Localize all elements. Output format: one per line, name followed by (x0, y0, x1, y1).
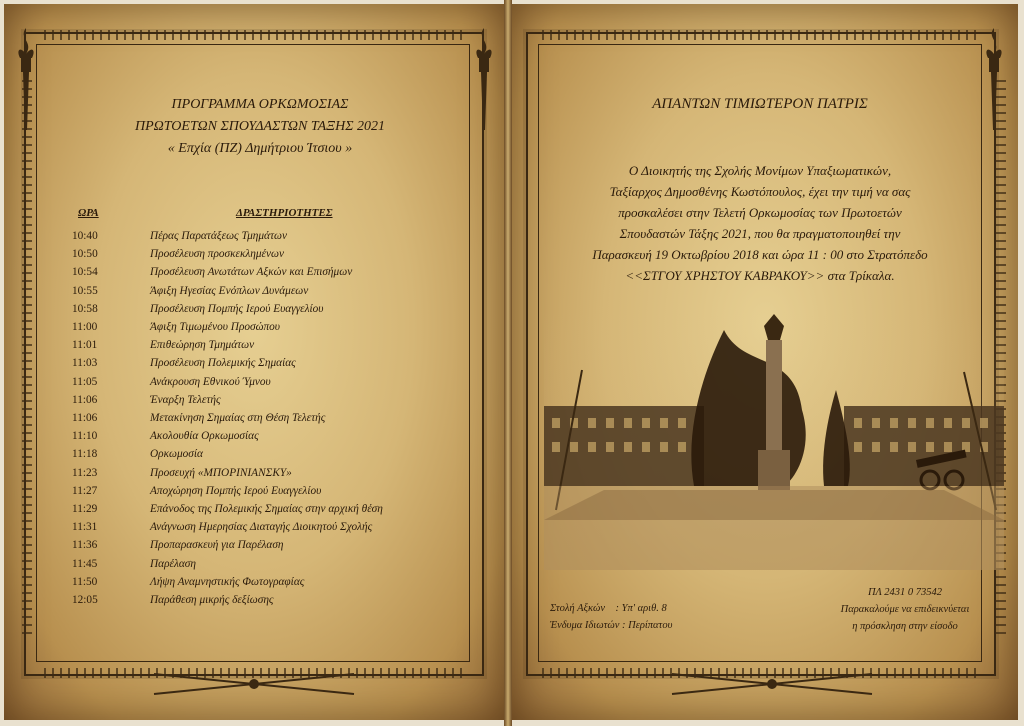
schedule-row (72, 263, 452, 281)
schedule-row (72, 336, 452, 354)
program-title-line2: ΠΡΩΤΟΕΤΩΝ ΣΠΟΥΔΑΣΤΩΝ ΤΑΞΗΣ 2021 (134, 119, 386, 134)
invite-line: Ταξίαρχος Δημοσθένης Κωστόπουλος, έχει την τιμή να σας (609, 184, 911, 199)
schedule-row (72, 373, 452, 391)
dress-label: Στολή Αξκών (550, 603, 606, 614)
row-time: 10:58 (72, 302, 98, 315)
schedule-row (72, 445, 452, 463)
row-time: 11:27 (72, 484, 98, 497)
row-activity: Προσέλευση Πομπής Ιερού Ευαγγελίου (150, 302, 324, 315)
program-title-line1: ΠΡΟΓΡΑΜΜΑ ΟΡΚΩΜΟΣΙΑΣ (171, 97, 349, 112)
row-time: 11:06 (72, 393, 98, 406)
row-time: 11:50 (72, 575, 98, 588)
schedule-row (72, 409, 452, 427)
row-time: 11:29 (72, 503, 98, 516)
row-activity: Προσέλευση Ανωτάτων Αξκών και Επισήμων (150, 266, 353, 279)
row-activity: Προσέλευση προσκεκλημένων (150, 248, 285, 261)
dress-value: : Υπ' αριθ. 8 (615, 603, 667, 614)
row-activity: Προπαρασκευή για Παρέλαση (150, 539, 284, 552)
schedule-row (72, 318, 452, 336)
left-top-meander (44, 30, 464, 40)
row-activity: Επάνοδος της Πολεμικής Σημαίας στην αρχική θέση (150, 503, 383, 516)
dress-code (550, 600, 672, 634)
row-activity: Ανάκρουση Εθνικού Ύμνου (150, 375, 271, 388)
row-activity: Παρέλαση (150, 557, 196, 570)
schedule-row (72, 354, 452, 372)
schedule-row (72, 482, 452, 500)
row-time: 11:06 (72, 412, 98, 425)
crossed-swords-icon (144, 664, 364, 704)
motto: ΑΠΑΝΤΩΝ ΤΙΜΙΩΤΕΡΟΝ ΠΑΤΡΙΣ (652, 96, 868, 112)
schedule-row (72, 300, 452, 318)
row-activity: Επιθεώρηση Τμημάτων (150, 339, 255, 352)
row-time: 11:01 (72, 339, 98, 352)
row-time: 11:45 (72, 557, 98, 570)
row-activity: Ακολουθία Ορκωμοσίας (150, 430, 259, 443)
schedule-row (72, 555, 452, 573)
schedule-row (72, 591, 452, 609)
col-time-header: ΩΡΑ (78, 207, 99, 219)
rsvp-info (800, 584, 1010, 635)
row-activity: Άφιξη Τιμωμένου Προσώπου (150, 321, 280, 334)
row-time: 12:05 (72, 594, 98, 607)
schedule-row (72, 536, 452, 554)
torch-icon (976, 24, 1012, 134)
crossed-swords-icon (662, 664, 882, 704)
row-time: 10:54 (72, 266, 98, 279)
row-time: 11:00 (72, 321, 98, 334)
monument-photo (544, 310, 1004, 570)
schedule-row (72, 500, 452, 518)
schedule-row (72, 427, 452, 445)
torch-icon (8, 24, 44, 134)
row-activity: Αποχώρηση Πομπής Ιερού Ευαγγελίου (150, 484, 322, 497)
rsvp-note: η πρόσκληση στην είσοδο (852, 621, 958, 632)
schedule-row (72, 391, 452, 409)
invite-line: <<ΣΤΓΟΥ ΧΡΗΣΤΟΥ ΚΑΒΡΑΚΟΥ>> στα Τρίκαλα. (625, 268, 895, 283)
invite-line: Ο Διοικητής της Σχολής Μονίμων Υπαξιωματικών, (628, 163, 892, 178)
dress-label: Ένδυμα Ιδιωτών (550, 620, 620, 631)
invitation-text (535, 160, 985, 286)
schedule-row (72, 464, 452, 482)
row-time: 11:23 (72, 466, 98, 479)
row-time: 11:18 (72, 448, 98, 461)
left-side-meander (22, 74, 32, 634)
schedule-row (72, 227, 452, 245)
page-fold (504, 0, 512, 726)
torch-icon (466, 24, 502, 134)
schedule-row (72, 573, 452, 591)
row-activity: Ορκωμοσία (150, 448, 203, 461)
row-activity: Προσευχή «ΜΠΟΡΙΝΙΑΝΣΚΥ» (150, 466, 292, 479)
row-time: 11:05 (72, 375, 98, 388)
dress-row (550, 600, 672, 617)
row-time: 10:55 (72, 284, 98, 297)
dress-value: : Περίπατου (621, 620, 673, 631)
row-time: 11:10 (72, 430, 98, 443)
schedule-row (72, 518, 452, 536)
row-time: 10:50 (72, 248, 98, 261)
row-activity: Άφιξη Ηγεσίας Ενόπλων Δυνάμεων (150, 284, 309, 297)
invite-line: Παρασκευή 19 Οκτωβρίου 2018 και ώρα 11 : 00 στο Στρατόπεδο (592, 247, 928, 262)
invite-line: προσκαλέσει στην Τελετή Ορκωμοσίας των Πρωτοετών (618, 205, 902, 220)
schedule-list (72, 227, 452, 609)
row-time: 11:31 (72, 521, 98, 534)
row-time: 11:03 (72, 357, 98, 370)
invite-line: Σπουδαστών Τάξης 2021, που θα πραγματοποιηθεί την (619, 226, 901, 241)
row-activity: Έναρξη Τελετής (150, 393, 221, 406)
row-activity: Παράθεση μικρής δεξίωσης (150, 594, 274, 607)
row-time: 10:40 (72, 230, 98, 242)
dress-row (550, 617, 672, 634)
col-activity-header: ΔΡΑΣΤΗΡΙΟΤΗΤΕΣ (236, 207, 333, 219)
row-activity: Μετακίνηση Σημαίας στη Θέση Τελετής (150, 412, 326, 425)
program-title-line3: « Επχία (ΠΖ) Δημήτριου Ίτσιου » (167, 141, 353, 156)
schedule-row (72, 245, 452, 263)
schedule-row (72, 282, 452, 300)
row-time: 11:36 (72, 539, 98, 552)
row-activity: Πέρας Παρατάξεως Τμημάτων (150, 230, 288, 242)
rsvp-note: Παρακαλούμε να επιδεικνύεται (840, 604, 970, 615)
rsvp-phone: ΠΛ 2431 0 73542 (867, 587, 943, 598)
row-activity: Προσέλευση Πολεμικής Σημαίας (150, 357, 296, 370)
row-activity: Λήψη Αναμνηστικής Φωτογραφίας (150, 575, 305, 588)
right-top-meander (542, 30, 978, 40)
row-activity: Ανάγνωση Ημερησίας Διαταγής Διοικητού Σχολής (150, 521, 373, 534)
